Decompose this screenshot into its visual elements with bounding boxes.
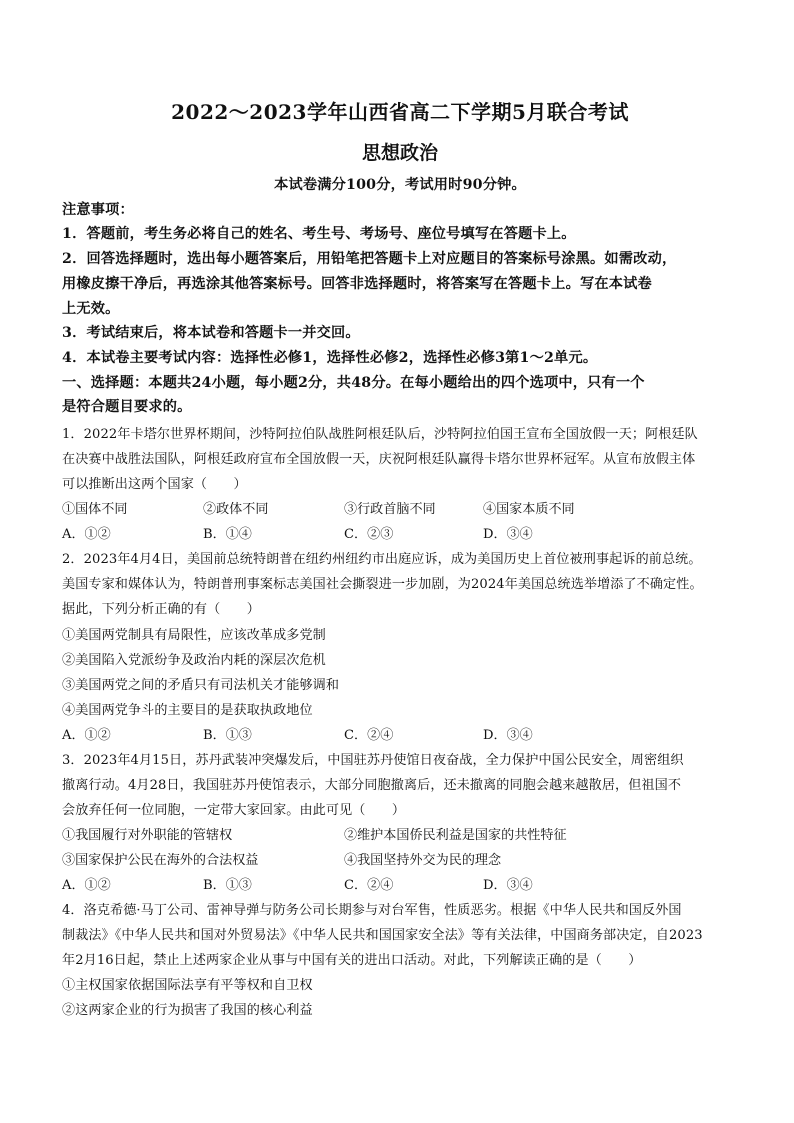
- question-3-item: ①我国履行对外职能的管辖权: [62, 828, 233, 843]
- question-2-stem: 据此，下列分析正确的有（ ）: [62, 602, 260, 617]
- question-1-choice-c: C．②③: [344, 527, 394, 542]
- notes-line: 3．考试结束后，将本试卷和答题卡一并交回。: [62, 325, 360, 341]
- question-4-stem: 4．洛克希德·马丁公司、雷神导弹与防务公司长期参与对台军售，性质恶劣。根据《中华人民共和国反外国: [62, 903, 682, 918]
- notes-line: 1．答题前，考生务必将自己的姓名、考生号、考场号、座位号填写在答题卡上。: [62, 226, 576, 242]
- question-2-choice-d: D．③④: [483, 728, 533, 743]
- question-3-stem: 撤离行动。4月28日，我国驻苏丹使馆表示，大部分同胞撤离后，还未撤离的同胞会越来越散居，但祖国不: [62, 778, 682, 793]
- section-heading: 一、选择题：本题共24小题，每小题2分，共48分。在每小题给出的四个选项中，只有一个: [62, 375, 645, 391]
- question-1-choice-a: A．①②: [62, 527, 111, 542]
- question-1-stem: 可以推断出这两个国家（ ）: [62, 477, 247, 492]
- question-1-stem: 1．2022年卡塔尔世界杯期间，沙特阿拉伯队战胜阿根廷队后，沙特阿拉伯国王宣布全国放假一天；阿根廷队: [62, 427, 698, 442]
- notes-heading: 注意事项：: [62, 202, 134, 218]
- question-3-choice-d: D．③④: [483, 878, 533, 893]
- question-1-item: ①国体不同: [62, 502, 128, 517]
- question-4-stem: 制裁法》《中华人民共和国对外贸易法》《中华人民共和国国家安全法》等有关法律，中国商务部决定，自2023: [62, 928, 703, 943]
- question-2-item: ②美国陷入党派纷争及政治内耗的深层次危机: [62, 653, 326, 668]
- question-3-stem: 会放弃任何一位同胞，一定带大家回家。由此可见（ ）: [62, 803, 406, 818]
- question-1-item: ③行政首脑不同: [344, 502, 436, 517]
- subject-title: 思想政治: [361, 142, 438, 164]
- notes-line: 4．本试卷主要考试内容：选择性必修1，选择性必修2，选择性必修3第1～2单元。: [62, 350, 598, 366]
- question-2-choice-b: B．①③: [203, 728, 252, 743]
- question-1-choice-d: D．③④: [483, 527, 533, 542]
- question-4-stem: 年2月16日起，禁止上述两家企业从事与中国有关的进出口活动。对此，下列解读正确的是（ ）: [62, 953, 642, 968]
- question-2-stem: 2．2023年4月4日，美国前总统特朗普在纽约州纽约市出庭应诉，成为美国历史上首位被刑事起诉的前总统。: [62, 552, 702, 567]
- question-2-item: ④美国两党争斗的主要目的是获取执政地位: [62, 703, 313, 718]
- question-3-item: ②维护本国侨民利益是国家的共性特征: [344, 828, 567, 843]
- section-heading-cont: 是符合题目要求的。: [62, 399, 192, 415]
- question-1-item: ②政体不同: [203, 502, 269, 517]
- question-4-item: ②这两家企业的行为损害了我国的核心利益: [62, 1003, 313, 1018]
- question-3-stem: 3．2023年4月15日，苏丹武装冲突爆发后，中国驻苏丹使馆日夜奋战，全力保护中国公民安全，周密组织: [62, 753, 684, 768]
- question-2-item: ①美国两党制具有局限性，应该改革成多党制: [62, 628, 326, 643]
- question-3-choice-b: B．①③: [203, 878, 252, 893]
- question-1-item: ④国家本质不同: [483, 502, 575, 517]
- question-2-choice-c: C．②④: [344, 728, 394, 743]
- exam-title: 2022～2023学年山西省高二下学期5月联合考试: [171, 100, 629, 124]
- exam-info: 本试卷满分100分，考试用时90分钟。: [274, 177, 526, 193]
- question-2-choice-a: A．①②: [62, 728, 111, 743]
- question-3-choice-a: A．①②: [62, 878, 111, 893]
- question-2-item: ③美国两党之间的矛盾只有司法机关才能够调和: [62, 678, 340, 693]
- question-2-stem: 美国专家和媒体认为，特朗普刑事案标志美国社会撕裂进一步加剧，为2024年美国总统选举增添了不确定性。: [62, 577, 703, 592]
- question-3-item: ④我国坚持外交为民的理念: [344, 853, 502, 868]
- question-1-stem: 在决赛中战胜法国队，阿根廷政府宣布全国放假一天，庆祝阿根廷队赢得卡塔尔世界杯冠军。从宣布放假主体: [62, 452, 696, 467]
- notes-line: 2．回答选择题时，选出每小题答案后，用铅笔把答题卡上对应题目的答案标号涂黑。如需改动，: [62, 251, 677, 267]
- question-3-item: ③国家保护公民在海外的合法权益: [62, 853, 259, 868]
- question-1-choice-b: B．①④: [203, 527, 252, 542]
- notes-line: 上无效。: [62, 301, 120, 317]
- question-3-choice-c: C．②④: [344, 878, 394, 893]
- notes-line: 用橡皮擦干净后，再选涂其他答案标号。回答非选择题时，将答案写在答题卡上。写在本试卷: [62, 276, 652, 292]
- question-4-item: ①主权国家依据国际法享有平等权和自卫权: [62, 978, 313, 993]
